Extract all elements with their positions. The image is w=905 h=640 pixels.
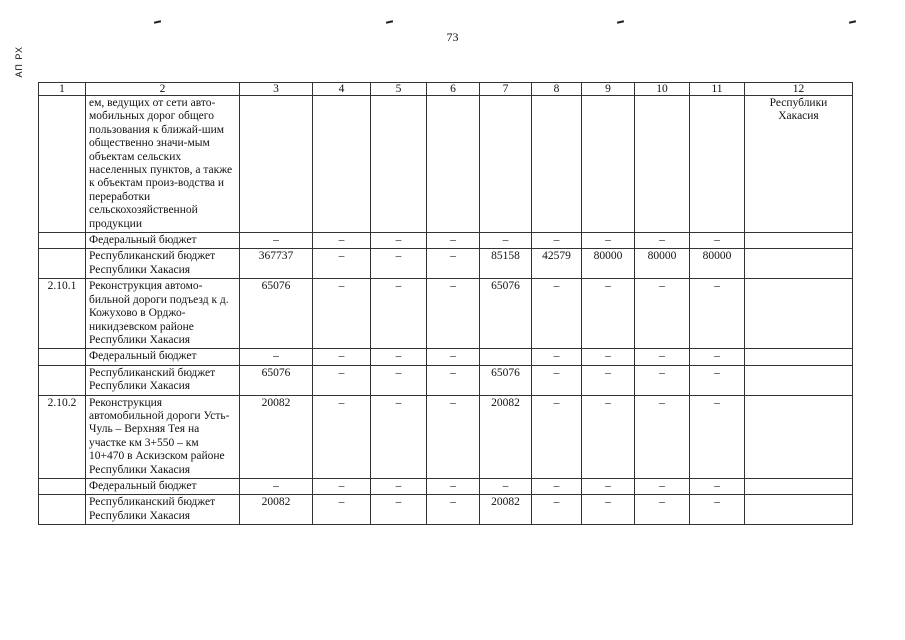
row-value: – <box>427 495 480 525</box>
row-value: 42579 <box>532 249 582 279</box>
row-name: Республиканский бюджет Республики Хакасия <box>86 365 240 395</box>
column-header: 11 <box>690 83 745 96</box>
row-value: – <box>371 495 427 525</box>
row-value: – <box>690 279 745 349</box>
row-value: 80000 <box>690 249 745 279</box>
row-value: – <box>635 349 690 365</box>
row-value: – <box>582 395 635 478</box>
row-value: – <box>371 478 427 494</box>
row-code <box>39 233 86 249</box>
row-value: 80000 <box>582 249 635 279</box>
row-value: – <box>582 349 635 365</box>
column-header: 4 <box>313 83 371 96</box>
row-value: – <box>313 365 371 395</box>
row-value <box>635 96 690 233</box>
table-row <box>39 349 853 365</box>
row-value: – <box>635 233 690 249</box>
row-name: Федеральный бюджет <box>86 478 240 494</box>
row-value: – <box>480 233 532 249</box>
row-value: 20082 <box>480 495 532 525</box>
row-value: – <box>690 395 745 478</box>
row-value: – <box>240 233 313 249</box>
row-code <box>39 349 86 365</box>
row-value: 65076 <box>240 365 313 395</box>
row-name: Реконструкция автомобильной дороги Усть-Чуль – Верхняя Тея на участке км 3+550 – км 10+470 в Аскизском районе Республики Хакасия <box>86 395 240 478</box>
scan-mark <box>617 20 624 23</box>
row-value: – <box>427 349 480 365</box>
row-value: – <box>427 249 480 279</box>
row-value <box>480 96 532 233</box>
row-value: – <box>313 349 371 365</box>
row-value: – <box>371 279 427 349</box>
scan-mark <box>386 20 393 23</box>
row-value: 20082 <box>240 495 313 525</box>
row-value: – <box>371 365 427 395</box>
row-value: – <box>371 233 427 249</box>
row-value: 65076 <box>480 279 532 349</box>
row-code <box>39 495 86 525</box>
row-code: 2.10.2 <box>39 395 86 478</box>
table-row <box>39 96 853 233</box>
row-value: – <box>240 349 313 365</box>
column-header: 3 <box>240 83 313 96</box>
row-value <box>582 96 635 233</box>
row-value: – <box>635 279 690 349</box>
row-value <box>313 96 371 233</box>
row-value: – <box>690 495 745 525</box>
row-value: – <box>313 233 371 249</box>
row-value: 367737 <box>240 249 313 279</box>
column-header: 5 <box>371 83 427 96</box>
row-value: – <box>371 395 427 478</box>
column-header-row <box>39 83 853 96</box>
row-value: – <box>582 495 635 525</box>
row-code <box>39 478 86 494</box>
row-value: – <box>480 478 532 494</box>
row-value: – <box>371 349 427 365</box>
row-executor <box>745 495 853 525</box>
row-value <box>427 96 480 233</box>
table-row <box>39 279 853 349</box>
row-executor <box>745 349 853 365</box>
table-row <box>39 249 853 279</box>
row-value: – <box>635 478 690 494</box>
row-value: – <box>427 279 480 349</box>
row-value: – <box>427 395 480 478</box>
column-header: 1 <box>39 83 86 96</box>
row-value: – <box>240 478 313 494</box>
row-name: Реконструкция автомо-бильной дороги подъезд к д. Кожухово в Орджо-никидзевском районе Республики Хакасия <box>86 279 240 349</box>
row-value: – <box>582 233 635 249</box>
row-name: Республиканский бюджет Республики Хакасия <box>86 249 240 279</box>
row-name: ем, ведущих от сети авто-мобильных дорог общего пользования к ближай-шим общественно значи-мым объектам сельских населенных пунктов, а также к объектам произ-водства и переработки сельскохозяйственной продукции <box>86 96 240 233</box>
row-value <box>690 96 745 233</box>
row-value: – <box>635 395 690 478</box>
column-header: 12 <box>745 83 853 96</box>
row-code: 2.10.1 <box>39 279 86 349</box>
row-value: – <box>313 395 371 478</box>
row-value <box>532 96 582 233</box>
row-value: – <box>532 233 582 249</box>
row-value: 80000 <box>635 249 690 279</box>
row-value: – <box>690 478 745 494</box>
row-name: Республиканский бюджет Республики Хакасия <box>86 495 240 525</box>
row-code <box>39 365 86 395</box>
row-value: 20082 <box>240 395 313 478</box>
column-header: 10 <box>635 83 690 96</box>
column-header: 9 <box>582 83 635 96</box>
row-value: – <box>690 365 745 395</box>
row-value: – <box>635 365 690 395</box>
row-executor <box>745 395 853 478</box>
row-value: – <box>532 279 582 349</box>
row-value <box>371 96 427 233</box>
table-row <box>39 478 853 494</box>
row-value: – <box>582 365 635 395</box>
budget-table <box>38 82 853 525</box>
row-value: – <box>313 478 371 494</box>
row-value: 65076 <box>240 279 313 349</box>
row-value: 20082 <box>480 395 532 478</box>
page-number: 73 <box>446 30 459 44</box>
row-code <box>39 96 86 233</box>
row-name: Федеральный бюджет <box>86 349 240 365</box>
row-value: – <box>371 249 427 279</box>
column-header: 7 <box>480 83 532 96</box>
table-row <box>39 233 853 249</box>
row-value: – <box>690 349 745 365</box>
row-value: – <box>427 365 480 395</box>
row-value: – <box>427 478 480 494</box>
row-executor <box>745 233 853 249</box>
row-value: – <box>635 495 690 525</box>
row-value: – <box>313 495 371 525</box>
row-value: – <box>582 478 635 494</box>
side-label: АП РХ <box>14 46 24 78</box>
table-row <box>39 365 853 395</box>
table-row <box>39 395 853 478</box>
row-value: – <box>313 279 371 349</box>
scan-mark <box>154 20 161 23</box>
column-header: 2 <box>86 83 240 96</box>
row-value: 85158 <box>480 249 532 279</box>
table-row <box>39 495 853 525</box>
row-value <box>240 96 313 233</box>
row-value: – <box>690 233 745 249</box>
row-value: 65076 <box>480 365 532 395</box>
row-value: – <box>532 478 582 494</box>
row-executor <box>745 249 853 279</box>
row-value: – <box>313 249 371 279</box>
row-value: – <box>532 395 582 478</box>
row-executor <box>745 365 853 395</box>
column-header: 8 <box>532 83 582 96</box>
row-value: – <box>532 349 582 365</box>
row-code <box>39 249 86 279</box>
row-value: – <box>532 495 582 525</box>
row-value <box>480 349 532 365</box>
row-name: Федеральный бюджет <box>86 233 240 249</box>
scan-mark <box>849 20 856 23</box>
row-value: – <box>427 233 480 249</box>
row-value: – <box>532 365 582 395</box>
column-header: 6 <box>427 83 480 96</box>
row-value: – <box>582 279 635 349</box>
row-executor: Республики Хакасия <box>745 96 853 233</box>
row-executor <box>745 279 853 349</box>
row-executor <box>745 478 853 494</box>
